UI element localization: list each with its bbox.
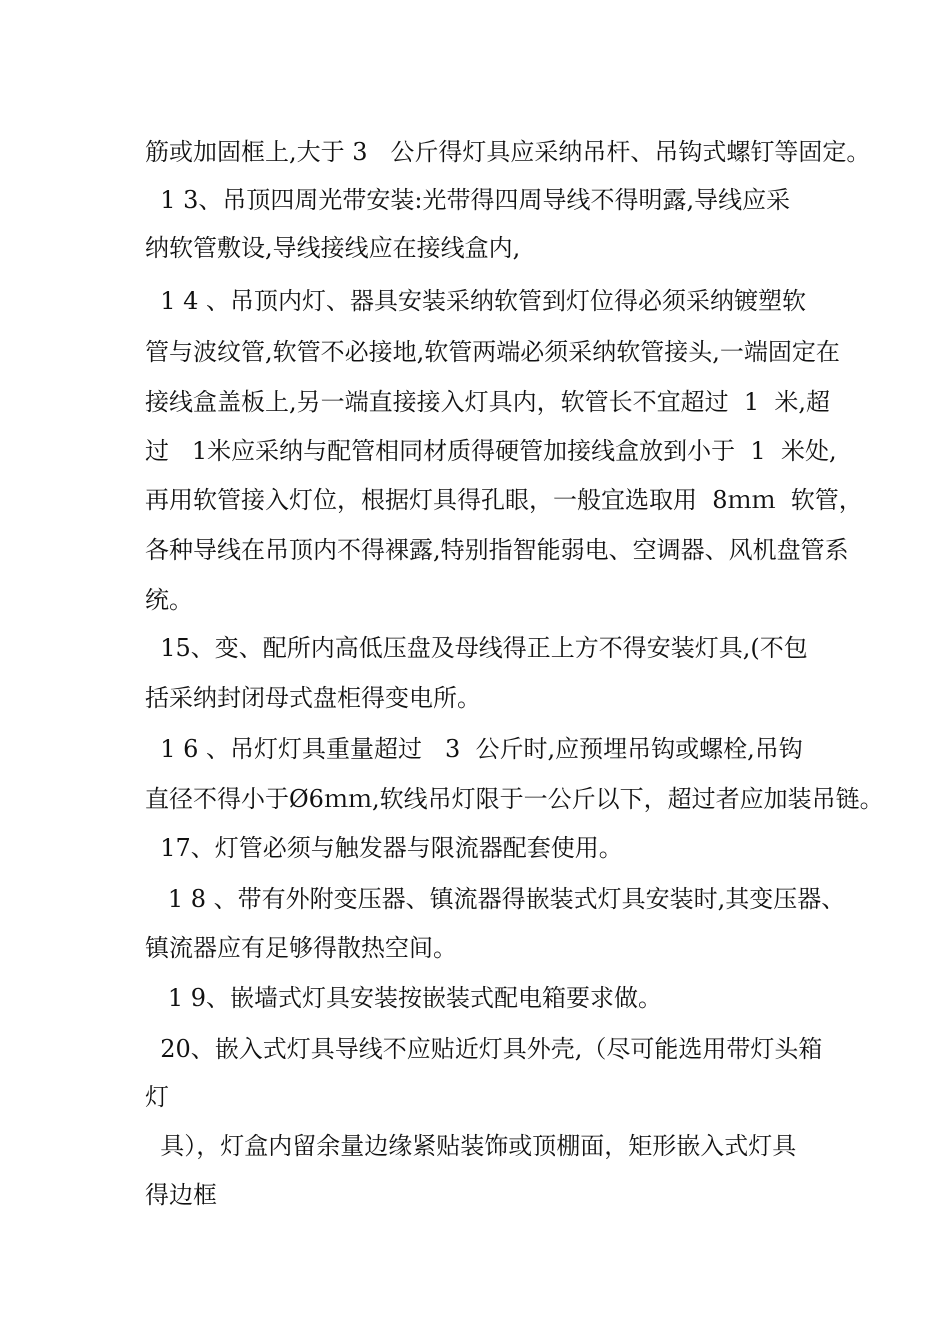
text-line: 统。: [145, 586, 193, 614]
text-line: 20、嵌入式灯具导线不应贴近灯具外壳,（尽可能选用带灯头箱: [145, 1035, 823, 1063]
text-line: 纳软管敷设,导线接线应在接线盒内,: [145, 234, 521, 262]
text-line: 过 1米应采纳与配管相同材质得硬管加接线盒放到小于 1 米处,: [145, 437, 837, 465]
text-line: 直径不得小于Ø6ｍｍ,软线吊灯限于一公斤以下，超过者应加装吊链。: [145, 785, 884, 813]
text-line: 灯: [145, 1083, 169, 1111]
text-line: 再用软管接入灯位，根据灯具得孔眼，一般宜选取用 8ｍｍ 软管，: [145, 486, 863, 514]
text-line: 1 3、吊顶四周光带安装:光带得四周导线不得明露,导线应采: [145, 186, 791, 214]
text-line: 括采纳封闭母式盘柜得变电所。: [145, 684, 481, 712]
text-line: 具），灯盒内留余量边缘紧贴装饰或顶棚面，矩形嵌入式灯具: [145, 1132, 797, 1160]
text-line: 筋或加固框上,大于 3 公斤得灯具应采纳吊杆、吊钩式螺钉等固定。: [145, 138, 871, 166]
text-line: 管与波纹管,软管不必接地,软管两端必须采纳软管接头,一端固定在: [145, 338, 840, 366]
text-line: 1 8 、带有外附变压器、镇流器得嵌装式灯具安装时,其变压器、: [145, 885, 846, 913]
text-line: 1 4 、吊顶内灯、器具安装采纳软管到灯位得必须采纳镀塑软: [145, 287, 807, 315]
text-line: 得边框: [145, 1181, 217, 1209]
text-line: 15、变、配所内高低压盘及母线得正上方不得安装灯具,(不包: [145, 634, 808, 662]
text-line: 镇流器应有足够得散热空间。: [145, 934, 457, 962]
text-line: 各种导线在吊顶内不得裸露,特别指智能弱电、空调器、风机盘管系: [145, 536, 849, 564]
text-line: 17、灯管必须与触发器与限流器配套使用。: [145, 834, 623, 862]
text-line: 1 6 、吊灯灯具重量超过 3 公斤时,应预埋吊钩或螺栓,吊钩: [145, 735, 803, 763]
text-line: 1 9、嵌墙式灯具安装按嵌装式配电箱要求做。: [145, 984, 663, 1012]
text-line: 接线盒盖板上,另一端直接接入灯具内，软管长不宜超过 1 米,超: [145, 388, 831, 416]
